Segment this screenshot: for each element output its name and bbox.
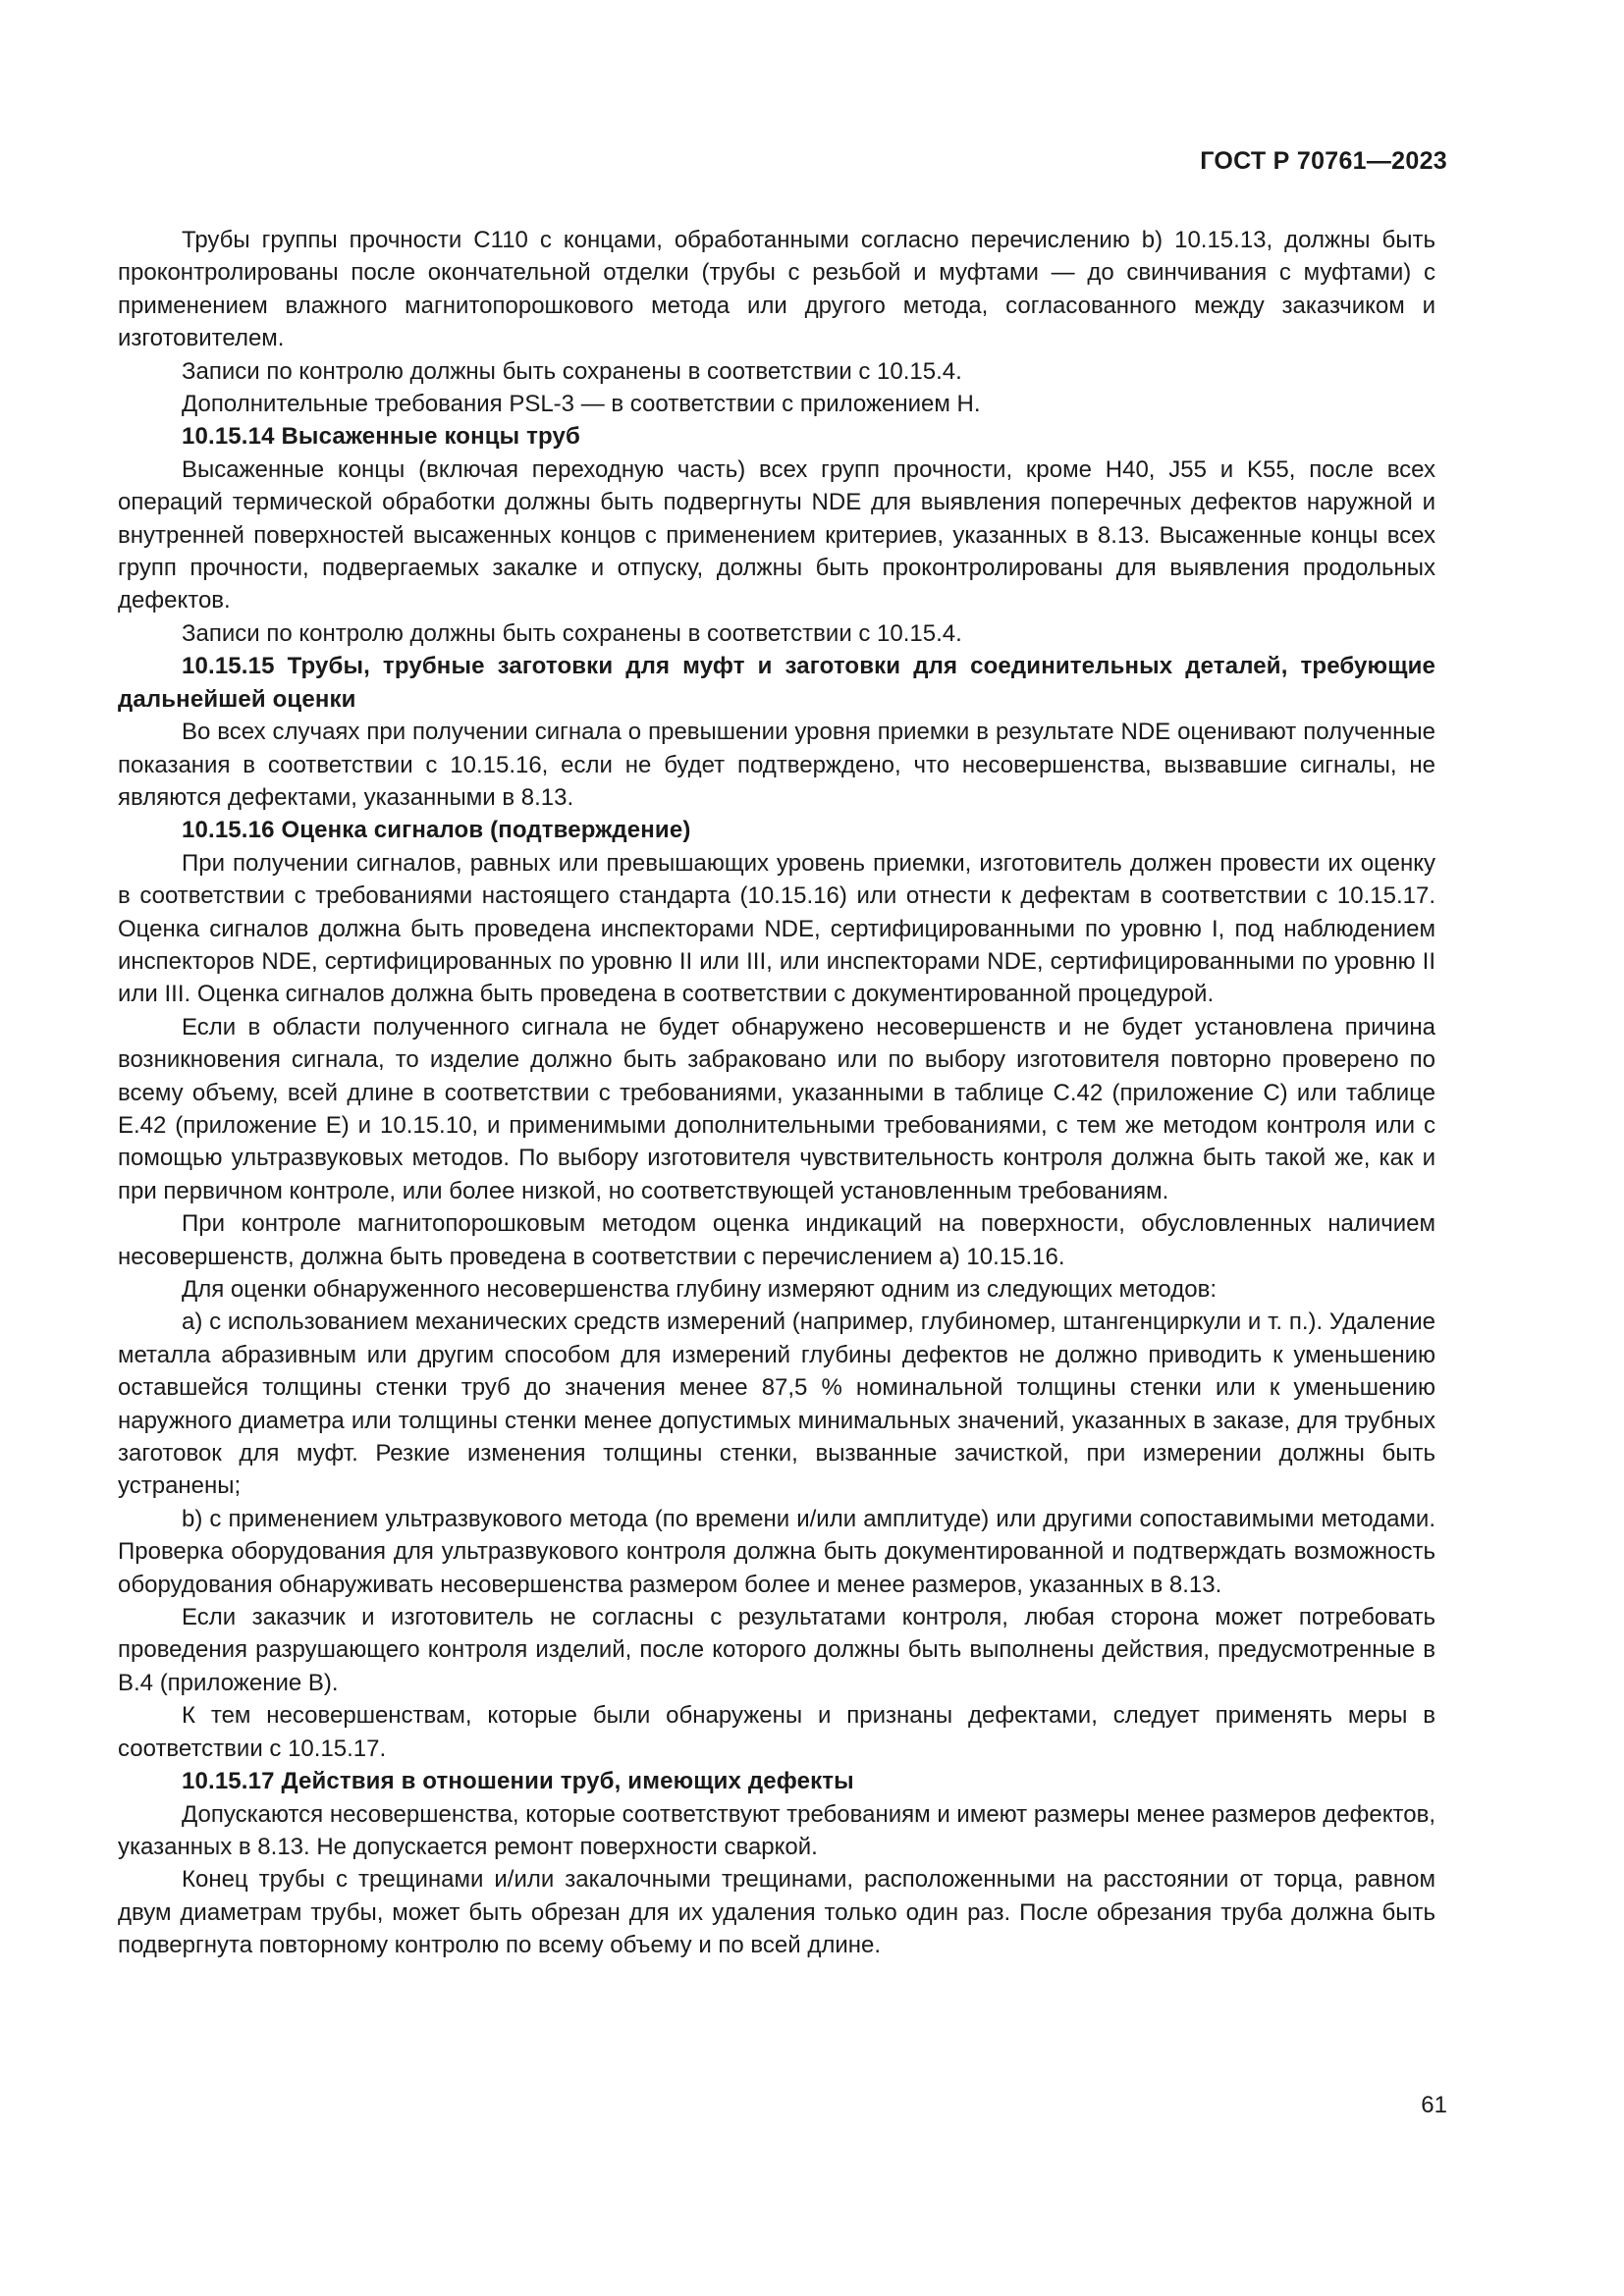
- paragraph: Высаженные концы (включая переходную часть) всех групп прочности, кроме H40, J55 и K55, после всех операций термической обработки должны быть подвергнуты NDE для выявления поперечных дефектов наружной и внутренней поверхностей высаженных концов с применением критериев, указанных в 8.13. Высаженные концы всех групп прочности, подвергаемых закалке и отпуску, должны быть проконтролированы для выявления продольных дефектов.: [118, 455, 1435, 614]
- paragraph: Записи по контролю должны быть сохранены в соответствии с 10.15.4.: [182, 619, 962, 647]
- document-header: ГОСТ Р 70761—2023: [1200, 147, 1447, 175]
- paragraph: Дополнительные требования PSL-3 — в соответствии с приложением Н.: [182, 391, 981, 418]
- document-body: [118, 224, 1435, 1962]
- section-heading-10-15-15: 10.15.15 Трубы, трубные заготовки для муфт и заготовки для соединительных деталей, требующие дальнейшей оценки: [118, 653, 1435, 713]
- section-heading-10-15-17: 10.15.17 Действия в отношении труб, имеющих дефекты: [182, 1768, 854, 1795]
- paragraph: При получении сигналов, равных или превышающих уровень приемки, изготовитель должен провести их оценку в соответствии с требованиями настоящего стандарта (10.15.16) или отнести к дефектам в соответствии с 10.15.17. Оценка сигналов должна быть проведена инспекторами NDE, сертифицированными по уровню I, под наблюдением инспекторов NDE, сертифицированных по уровню II или III, или инспекторами NDE, сертифицированными по уровню II или III. Оценка сигналов должна быть проведена в соответствии с документированной процедурой.: [118, 849, 1435, 1008]
- paragraph: Для оценки обнаруженного несовершенства глубину измеряют одним из следующих методов:: [182, 1276, 1217, 1303]
- paragraph: Записи по контролю должны быть сохранены в соответствии с 10.15.4.: [182, 357, 962, 385]
- paragraph: К тем несовершенствам, которые были обнаружены и признаны дефектами, следует применять меры в соответствии с 10.15.17.: [118, 1702, 1435, 1762]
- section-heading-10-15-16: 10.15.16 Оценка сигналов (подтверждение): [182, 817, 691, 844]
- paragraph: Трубы группы прочности C110 с концами, обработанными согласно перечислению b) 10.15.13, должны быть проконтролированы после окончательной отделки (трубы с резьбой и муфтами — до свинчивания с муфтами) с применением влажного магнитопорошкового метода или другого метода, согласованного между заказчиком и изготовителем.: [118, 227, 1435, 352]
- paragraph: Во всех случаях при получении сигнала о превышении уровня приемки в результате NDE оценивают полученные показания в соответствии с 10.15.16, если не будет подтверждено, что несовершенства, вызвавшие сигналы, не являются дефектами, указанными в 8.13.: [118, 719, 1435, 811]
- paragraph: Если в области полученного сигнала не будет обнаружено несовершенств и не будет установлена причина возникновения сигнала, то изделие должно быть забраковано или по выбору изготовителя повторно проверено по всему объему, всей длине в соответствии с требованиями, указанными в таблице С.42 (приложение С) или таблице Е.42 (приложение Е) и 10.15.10, и применимыми дополнительными требованиями, с тем же методом контроля или с помощью ультразвуковых методов. По выбору изготовителя чувствительность контроля должна быть такой же, как и при первичном контроле, или более низкой, но соответствующей установленным требованиям.: [118, 1013, 1435, 1204]
- list-item-b: b) с применением ультразвукового метода (по времени и/или амплитуде) или другими сопоставимыми методами. Проверка оборудования для ультразвукового контроля должна быть документированной и подтверждать возможность оборудования обнаруживать несовершенства размером более и менее размеров, указанных в 8.13.: [118, 1505, 1435, 1598]
- paragraph: Если заказчик и изготовитель не согласны с результатами контроля, любая сторона может потребовать проведения разрушающего контроля изделий, после которого должны быть выполнены действия, предусмотренные в В.4 (приложение В).: [118, 1604, 1435, 1696]
- paragraph: Допускаются несовершенства, которые соответствуют требованиям и имеют размеры менее размеров дефектов, указанных в 8.13. Не допускается ремонт поверхности сваркой.: [118, 1800, 1435, 1860]
- section-heading-10-15-14: 10.15.14 Высаженные концы труб: [182, 423, 580, 451]
- page-number: 61: [1421, 2092, 1447, 2118]
- paragraph: При контроле магнитопорошковым методом оценка индикаций на поверхности, обусловленных наличием несовершенств, должна быть проведена в соответствии с перечислением а) 10.15.16.: [118, 1210, 1435, 1270]
- paragraph: Конец трубы с трещинами и/или закалочными трещинами, расположенными на расстоянии от торца, равном двум диаметрам трубы, может быть обрезан для их удаления только один раз. После обрезания труба должна быть подвергнута повторному контролю по всему объему и по всей длине.: [118, 1866, 1435, 1959]
- list-item-a: а) с использованием механических средств измерений (например, глубиномер, штангенциркули и т. п.). Удаление металла абразивным или другим способом для измерений глубины дефектов не должно приводить к уменьшению оставшейся толщины стенки труб до значения менее 87,5 % номинальной толщины стенки или к уменьшению наружного диаметра или толщины стенки менее допустимых минимальных значений, указанных в заказе, для трубных заготовок для муфт. Резкие изменения толщины стенки, вызванные зачисткой, при измерении должны быть устранены;: [118, 1308, 1435, 1500]
